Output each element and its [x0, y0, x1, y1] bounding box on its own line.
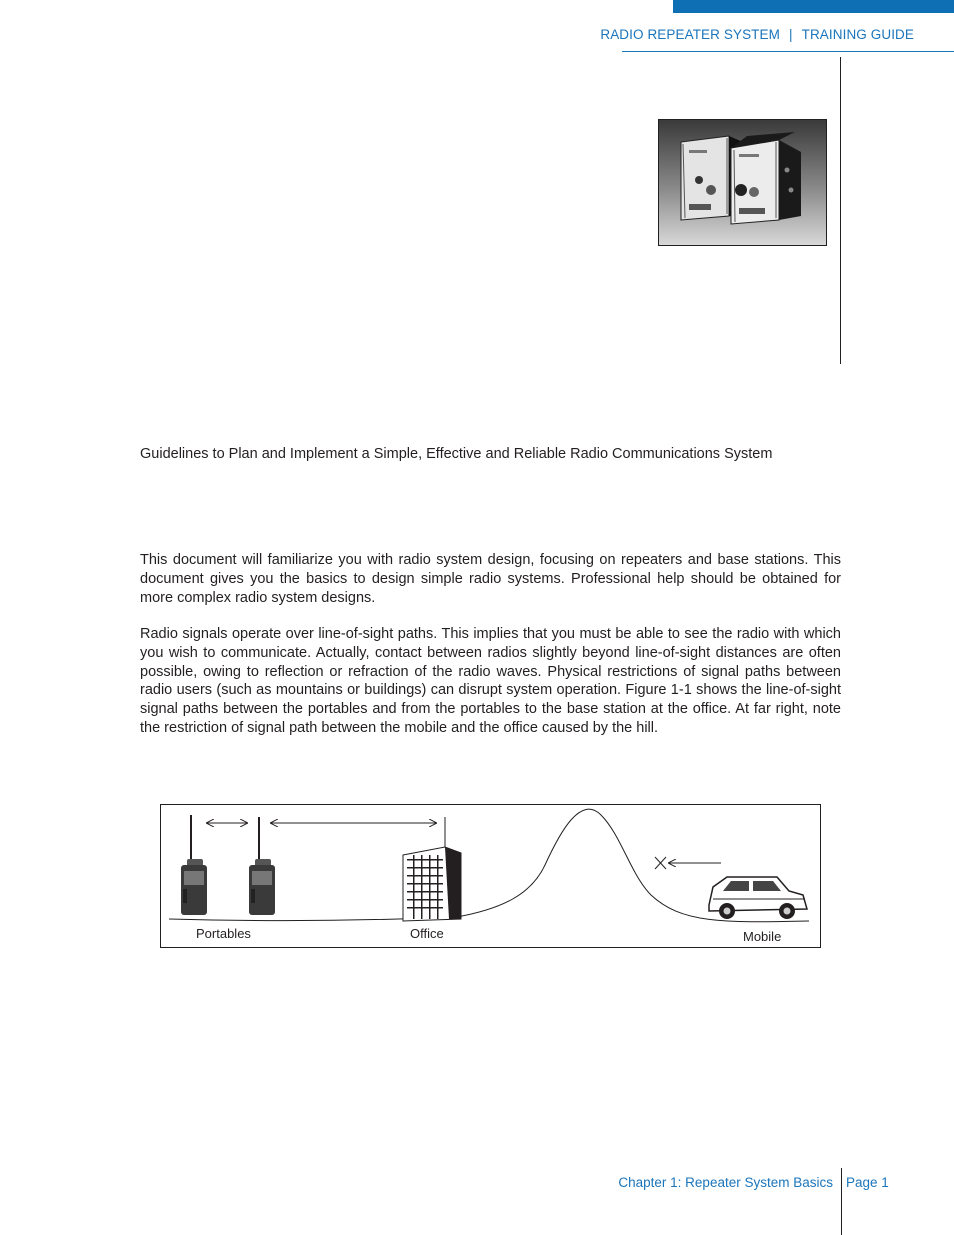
blocked-signal-x-icon [655, 857, 666, 869]
portable-radio-1-icon [181, 815, 207, 915]
header-subtitle: TRAINING GUIDE [801, 27, 914, 42]
portable-radio-2-icon [249, 817, 275, 915]
line-of-sight-figure [160, 804, 821, 948]
running-header [600, 27, 914, 42]
mobile-vehicle-icon [709, 877, 807, 919]
margin-rule [840, 57, 841, 364]
intro-paragraph: This document will familiarize you with radio system design, focusing on repeaters and base stations. This document gives you the basics to design simple radio systems. Professional help should be obtained for more complex radio system designs. [140, 552, 841, 606]
portables-label: Portables [196, 926, 251, 941]
figure-illustration [161, 805, 820, 947]
office-building-icon [403, 817, 461, 921]
footer-chapter: Chapter 1: Repeater System Basics [618, 1175, 833, 1190]
header-title: RADIO REPEATER SYSTEM [600, 27, 780, 42]
header-rule [622, 51, 954, 52]
header-separator: | [788, 27, 793, 42]
mobile-label: Mobile [743, 929, 782, 944]
document-subtitle: Guidelines to Plan and Implement a Simple, Effective and Reliable Radio Communications System [140, 446, 773, 462]
footer-rule [841, 1168, 842, 1235]
header-accent-bar [673, 0, 954, 13]
repeater-photo [658, 119, 827, 246]
line-of-sight-paragraph: Radio signals operate over line-of-sight paths. This implies that you must be able to see the radio with which you wish to communicate. Actually, contact between radios slightly beyond line-of-sight distances are often possible, owing to reflection or refraction of the radio waves. Physical restrictions of signal paths between radio users (such as mountains or buildings) can disrupt system operation. Figure 1-1 shows the line-of-sight signal paths between the portables and from the portables to the base station at the office. At far right, note the restriction of signal path between the mobile and the office caused by the hill. [140, 626, 841, 736]
page-number: Page 1 [846, 1175, 889, 1190]
office-label: Office [410, 926, 444, 941]
